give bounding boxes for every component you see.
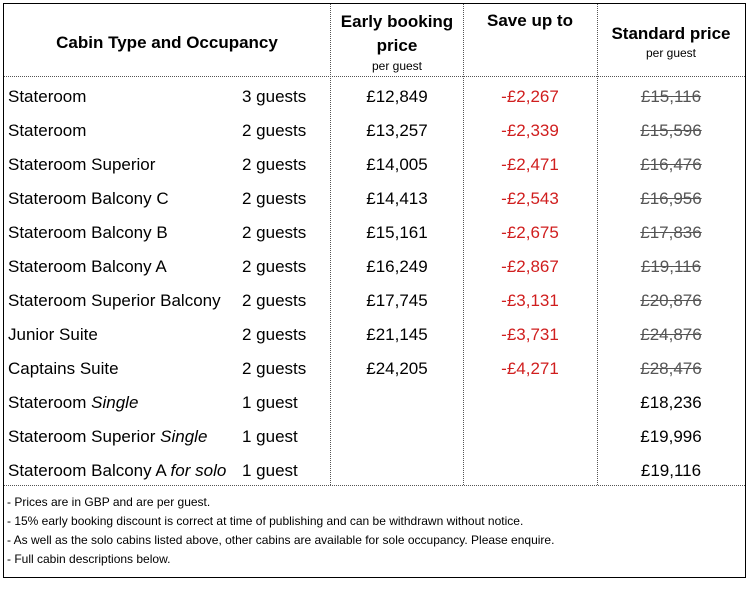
header-save-up-to: Save up to	[487, 11, 573, 30]
saving-amount: -£4,271	[501, 359, 559, 378]
saving-amount: -£3,731	[501, 325, 559, 344]
cabin-type: Captains Suite	[8, 359, 119, 378]
occupancy: 2 guests	[242, 223, 307, 242]
cabin-type: Stateroom Balcony A	[8, 257, 167, 276]
footnotes	[7, 493, 554, 569]
table-row	[4, 250, 745, 284]
saving-amount: -£2,675	[501, 223, 559, 242]
table-row	[4, 352, 745, 386]
occupancy: 2 guests	[242, 155, 307, 174]
cabin-type: Stateroom	[8, 121, 87, 140]
occupancy: 1 guest	[242, 461, 298, 480]
cabin-type: Stateroom Balcony B	[8, 223, 168, 242]
standard-price: £19,116	[640, 257, 702, 276]
saving-amount: -£2,867	[501, 257, 559, 276]
early-booking-price: £13,257	[366, 121, 428, 140]
table-row	[4, 80, 745, 114]
occupancy: 2 guests	[242, 257, 307, 276]
standard-price: £17,836	[640, 223, 702, 242]
standard-price: £24,876	[640, 325, 702, 344]
occupancy: 1 guest	[242, 427, 298, 446]
table-row	[4, 114, 745, 148]
saving-amount: -£3,131	[501, 291, 559, 310]
cabin-type: Stateroom Superior	[8, 155, 156, 174]
occupancy: 1 guest	[242, 393, 298, 412]
cabin-type-name: Stateroom Balcony A	[8, 461, 171, 480]
cabin-type: Junior Suite	[8, 325, 98, 344]
early-booking-price: £16,249	[366, 257, 428, 276]
cabin-type-name: Stateroom	[8, 393, 92, 412]
saving-amount: -£2,267	[501, 87, 559, 106]
pricing-table	[3, 3, 746, 578]
occupancy: 2 guests	[242, 359, 307, 378]
occupancy: 2 guests	[242, 121, 307, 140]
cabin-type-qualifier: for solo	[170, 461, 227, 480]
standard-price: £16,476	[640, 155, 702, 174]
cabin-type-name: Stateroom Superior	[8, 427, 161, 446]
standard-price: £28,476	[640, 359, 702, 378]
early-booking-price: £14,413	[366, 189, 428, 208]
cabin-type-qualifier: Single	[160, 427, 208, 446]
cabin-type-full	[8, 461, 226, 481]
standard-price: £19,996	[640, 427, 702, 446]
standard-price: £16,956	[640, 189, 702, 208]
footnote: - 15% early booking discount is correct at time of publishing and can be withdrawn without notice.	[7, 514, 524, 528]
standard-price: £15,116	[640, 87, 702, 106]
footnote: - Prices are in GBP and are per guest.	[7, 495, 211, 509]
early-booking-price: £21,145	[366, 325, 428, 344]
cabin-type: Stateroom	[8, 87, 87, 106]
early-booking-price: £14,005	[366, 155, 428, 174]
standard-price: £18,236	[640, 393, 702, 412]
table-row	[4, 148, 745, 182]
cabin-type: Stateroom Superior Balcony	[8, 291, 221, 310]
early-booking-price: £17,745	[366, 291, 428, 310]
saving-amount: -£2,543	[501, 189, 559, 208]
occupancy: 3 guests	[242, 87, 307, 106]
early-booking-price: £15,161	[366, 223, 428, 242]
saving-amount: -£2,471	[501, 155, 559, 174]
standard-price: £20,876	[640, 291, 702, 310]
table-row	[4, 284, 745, 318]
header-early-booking: Early booking price per guest	[340, 12, 454, 73]
table-row	[4, 182, 745, 216]
cabin-type: Stateroom Balcony C	[8, 189, 169, 208]
saving-amount: -£2,339	[501, 121, 559, 140]
footnote: - As well as the solo cabins listed above, other cabins are available for sole occupancy. Please enquire.	[7, 533, 555, 547]
cabin-type-full	[8, 393, 138, 413]
header-standard-price: Standard price per guest	[611, 24, 731, 60]
cabin-type-qualifier: Single	[91, 393, 139, 412]
table-row	[4, 318, 745, 352]
occupancy: 2 guests	[242, 291, 307, 310]
footnote: - Full cabin descriptions below.	[7, 552, 171, 566]
early-booking-price: £24,205	[366, 359, 428, 378]
cabin-type-full	[8, 427, 207, 447]
table-row	[4, 454, 745, 488]
table-row	[4, 420, 745, 454]
early-booking-price: £12,849	[366, 87, 428, 106]
header-cabin-type: Cabin Type and Occupancy	[56, 33, 278, 52]
standard-price: £15,596	[640, 121, 702, 140]
table-row	[4, 386, 745, 420]
occupancy: 2 guests	[242, 325, 307, 344]
occupancy: 2 guests	[242, 189, 307, 208]
standard-price: £19,116	[640, 461, 702, 480]
table-row	[4, 216, 745, 250]
